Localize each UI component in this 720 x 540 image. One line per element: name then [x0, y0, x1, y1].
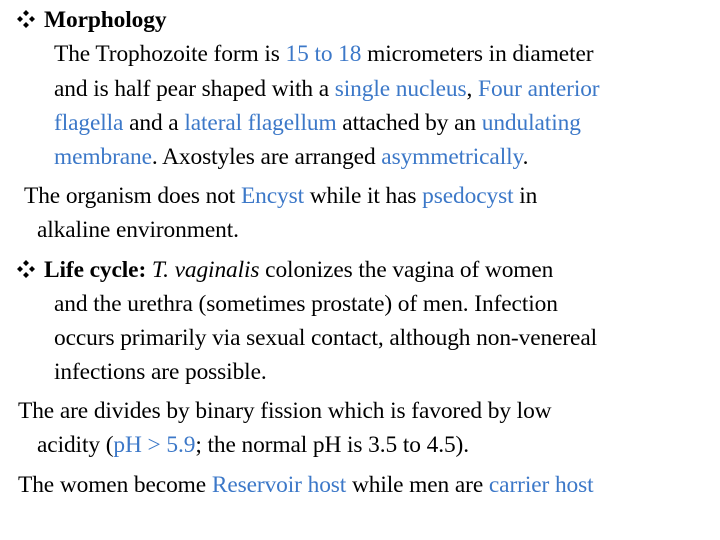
text-segment: and is half pear shaped with a: [54, 76, 335, 102]
highlight-psedocyst: psedocyst: [422, 183, 514, 209]
text-segment: and the urethra (sometimes prostate) of men. Infection: [54, 291, 558, 317]
highlight-four-anterior: Four anterior: [478, 76, 600, 102]
highlight-reservoir-host: Reservoir host: [211, 472, 347, 498]
text-segment: . Axostyles are arranged: [151, 144, 382, 170]
encyst-line-2: [37, 217, 239, 244]
highlight-asymmetrically: asymmetrically: [381, 144, 523, 170]
text-segment: micrometers in diameter: [361, 41, 594, 67]
text-segment: in: [513, 183, 538, 209]
highlight-carrier-host: carrier host: [488, 472, 594, 498]
text-segment: attached by an: [336, 110, 482, 136]
text-segment: colonizes the vagina of women: [259, 257, 554, 283]
highlight-flagella: flagella: [54, 110, 124, 136]
life-cycle-heading-line: [16, 257, 553, 284]
text-segment: ; the normal pH is 3.5 to 4.5).: [195, 432, 469, 458]
morphology-line-1: [54, 41, 593, 68]
life-cycle-line-2: [54, 291, 558, 318]
highlight-single-nucleus: single nucleus: [334, 76, 467, 102]
highlight-ph-value: pH > 5.9: [113, 432, 196, 458]
encyst-line-1: [24, 183, 537, 210]
life-cycle-line-3: [54, 325, 597, 352]
text-segment: infections are possible.: [54, 359, 267, 385]
text-segment: The organism does not: [24, 183, 241, 209]
four-diamond-bullet-icon: [16, 259, 36, 279]
text-segment: The are divides by binary fission which is favored by low: [18, 398, 552, 424]
highlight-encyst: Encyst: [240, 183, 305, 209]
text-segment: ,: [466, 76, 479, 102]
text-segment: occurs primarily via sexual contact, although non-venereal: [54, 325, 598, 351]
text-segment: alkaline environment.: [37, 217, 239, 243]
morphology-line-2: [54, 76, 600, 103]
highlight-undulating: undulating: [481, 110, 581, 136]
morphology-heading-line: [16, 7, 166, 34]
highlight-membrane: membrane: [54, 144, 152, 170]
text-segment: acidity (: [37, 432, 114, 458]
text-segment: The women become: [18, 472, 212, 498]
highlight-lateral-flagellum: lateral flagellum: [184, 110, 337, 136]
life-cycle-line-4: [54, 359, 267, 386]
hosts-line: [18, 472, 594, 499]
division-line-2: [37, 432, 469, 459]
highlight-size-range: 15 to 18: [285, 41, 362, 67]
four-diamond-bullet-icon: [16, 9, 36, 29]
text-segment: while it has: [304, 183, 423, 209]
morphology-heading: Morphology: [44, 7, 167, 33]
species-name: T. vaginalis: [151, 257, 260, 283]
division-line-1: [18, 398, 551, 425]
text-segment: The Trophozoite form is: [54, 41, 286, 67]
text-segment: and a: [123, 110, 185, 136]
text-segment: .: [522, 144, 529, 170]
morphology-line-4: [54, 144, 528, 171]
life-cycle-heading: Life cycle:: [44, 257, 147, 283]
text-segment: while men are: [346, 472, 489, 498]
morphology-line-3: [54, 110, 581, 137]
